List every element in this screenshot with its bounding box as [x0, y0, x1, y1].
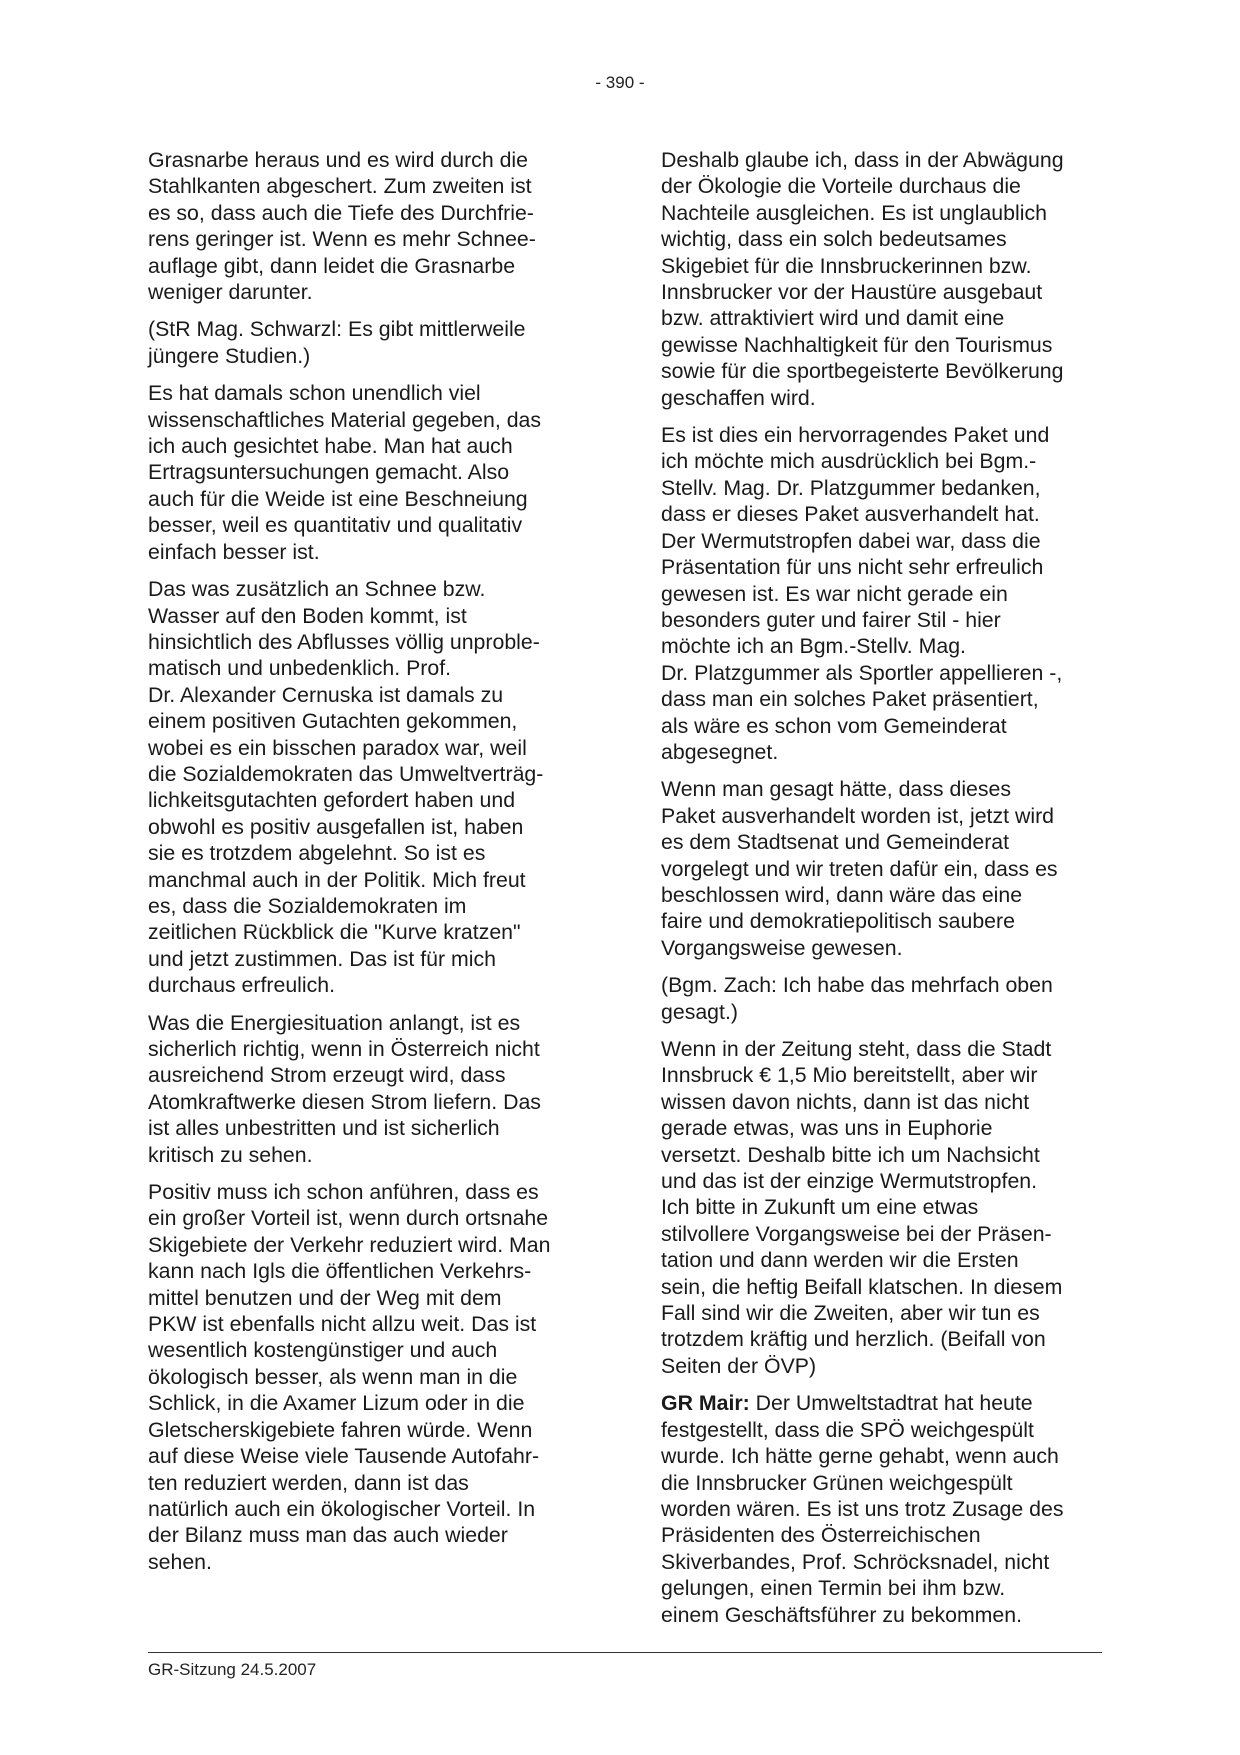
text-line: Atomkraftwerke diesen Strom liefern. Das	[148, 1089, 541, 1114]
text-line: wissen davon nichts, dann ist das nicht	[661, 1089, 1030, 1114]
text-line: Das was zusätzlich an Schnee bzw.	[148, 577, 486, 602]
speaker-name: GR Mair:	[661, 1391, 750, 1416]
page-number: - 390 -	[595, 73, 645, 92]
text-line: wurde. Ich hätte gerne gehabt, wenn auch	[661, 1444, 1059, 1469]
text-line: Skigebiet für die Innsbruckerinnen bzw.	[661, 253, 1032, 278]
text-line: ist alles unbestritten und ist sicherlich	[148, 1116, 500, 1141]
text-line: stilvollere Vorgangsweise bei der Präsen-	[661, 1221, 1052, 1246]
text-line: und das ist der einzige Wermutstropfen.	[661, 1169, 1038, 1194]
text-line: Innsbruck € 1,5 Mio bereitstellt, aber wir	[661, 1063, 1038, 1088]
text-line: ökologisch besser, als wenn man in die	[148, 1364, 518, 1389]
text-line: wissenschaftliches Material gegeben, das	[148, 407, 542, 432]
text-line: versetzt. Deshalb bitte ich um Nachsicht	[661, 1142, 1040, 1167]
text-line: Positiv muss ich schon anführen, dass es	[148, 1180, 539, 1205]
text-line: gerade etwas, was uns in Euphorie	[661, 1116, 993, 1141]
text-line: auf diese Weise viele Tausende Autofahr-	[148, 1444, 540, 1469]
text-line: vorgelegt und wir treten dafür ein, dass es	[661, 856, 1058, 881]
text-line: gelungen, einen Termin bei ihm bzw.	[661, 1576, 1006, 1601]
text-line: einem Geschäftsführer zu bekommen.	[661, 1602, 1023, 1627]
text-line: wobei es ein bisschen paradox war, weil	[148, 735, 527, 760]
text-line: gewesen ist. Es war nicht gerade ein	[661, 581, 1008, 606]
text-line: Schlick, in die Axamer Lizum oder in die	[148, 1391, 525, 1416]
text-line: faire und demokratiepolitisch saubere	[661, 909, 1015, 934]
text-line: zeitlichen Rückblick die "Kurve kratzen"	[148, 920, 521, 945]
right-column	[661, 147, 1101, 1639]
text-line: Was die Energiesituation anlangt, ist es	[148, 1010, 521, 1035]
text-line: ich möchte mich ausdrücklich bei Bgm.-	[661, 449, 1037, 474]
text-line: natürlich auch ein ökologischer Vorteil. In	[148, 1496, 536, 1521]
text-line: manchmal auch in der Politik. Mich freut	[148, 867, 526, 892]
text-line: bzw. attraktiviert wird und damit eine	[661, 306, 1005, 331]
text-line: Ertragsuntersuchungen gemacht. Also	[148, 460, 510, 485]
text-line: geschaffen wird.	[661, 385, 816, 410]
text-line: ein großer Vorteil ist, wenn durch ortsnahe	[148, 1206, 549, 1231]
speech-text: Der Umweltstadtrat hat heute	[749, 1391, 1033, 1416]
text-line: (Bgm. Zach: Ich habe das mehrfach oben	[661, 973, 1053, 998]
text-line: als wäre es schon vom Gemeinderat	[661, 713, 1007, 738]
paragraph	[661, 776, 1101, 961]
text-line: Der Wermutstropfen dabei war, dass die	[661, 528, 1041, 553]
text-line: beschlossen wird, dann wäre das eine	[661, 882, 1023, 907]
interjection	[661, 972, 1101, 1025]
text-line: tation und dann werden wir die Ersten	[661, 1248, 1019, 1273]
text-line: lichkeitsgutachten gefordert haben und	[148, 788, 516, 813]
text-line: festgestellt, dass die SPÖ weichgespült	[661, 1417, 1034, 1442]
footer-divider	[148, 1652, 1102, 1653]
speech-paragraph	[661, 1390, 1101, 1628]
paragraph	[148, 1010, 588, 1168]
text-line: rens geringer ist. Wenn es mehr Schnee-	[148, 227, 536, 252]
text-line: die Innsbrucker Grünen weichgespült	[661, 1470, 1013, 1495]
text-line: ich auch gesichtet habe. Man hat auch	[148, 434, 513, 459]
paragraph	[661, 147, 1101, 411]
text-line: dass man ein solches Paket präsentiert,	[661, 687, 1039, 712]
text-line: Wenn man gesagt hätte, dass dieses	[661, 777, 1012, 802]
paragraph	[148, 576, 588, 999]
text-line: ausreichend Strom erzeugt wird, dass	[148, 1063, 506, 1088]
text-line: worden wären. Es ist uns trotz Zusage des	[661, 1496, 1064, 1521]
text-line: abgesegnet.	[661, 739, 779, 764]
text-line: gewisse Nachhaltigkeit für den Tourismus	[661, 332, 1053, 357]
text-line: Seiten der ÖVP)	[661, 1353, 817, 1378]
text-line: es dem Stadtsenat und Gemeinderat	[661, 830, 1010, 855]
text-line: wichtig, dass ein solch bedeutsames	[661, 227, 1007, 252]
text-line: trotzdem kräftig und herzlich. (Beifall von	[661, 1327, 1046, 1352]
paragraph	[148, 147, 588, 305]
text-line: Gletscherskigebiete fahren würde. Wenn	[148, 1417, 533, 1442]
text-line: sehen.	[148, 1549, 212, 1574]
text-line: es so, dass auch die Tiefe des Durchfrie-	[148, 200, 534, 225]
paragraph	[661, 422, 1101, 765]
text-line: Stellv. Mag. Dr. Platzgummer bedanken,	[661, 475, 1041, 500]
text-line: gesagt.)	[661, 999, 738, 1024]
text-line: möchte ich an Bgm.-Stellv. Mag.	[661, 634, 966, 659]
text-line: Innsbrucker vor der Haustüre ausgebaut	[661, 280, 1043, 305]
text-line: matisch und unbedenklich. Prof.	[148, 656, 452, 681]
text-line: sicherlich richtig, wenn in Österreich nicht	[148, 1037, 540, 1061]
text-line: dass er dieses Paket ausverhandelt hat.	[661, 502, 1040, 527]
text-line: (StR Mag. Schwarzl: Es gibt mittlerweile	[148, 317, 526, 342]
text-line: sie es trotzdem abgelehnt. So ist es	[148, 841, 486, 866]
text-line: PKW ist ebenfalls nicht allzu weit. Das ist	[148, 1312, 537, 1337]
text-line: hinsichtlich des Abflusses völlig unproble-	[148, 629, 540, 654]
text-line: Skigebiete der Verkehr reduziert wird. Man	[148, 1232, 551, 1257]
text-line: durchaus erfreulich.	[148, 973, 336, 998]
text-line: Es ist dies ein hervorragendes Paket und	[661, 423, 1050, 448]
text-line: Dr. Platzgummer als Sportler appellieren -,	[661, 660, 1063, 685]
text-line: Skiverbandes, Prof. Schröcksnadel, nicht	[661, 1549, 1050, 1574]
text-line: Grasnarbe heraus und es wird durch die	[148, 148, 529, 172]
text-line: Präsidenten des Österreichischen	[661, 1523, 981, 1548]
text-line: mittel benutzen und der Weg mit dem	[148, 1285, 502, 1310]
text-line: sowie für die sportbegeisterte Bevölkerung	[661, 359, 1064, 384]
text-line: Fall sind wir die Zweiten, aber wir tun es	[661, 1301, 1040, 1326]
text-line: der Bilanz muss man das auch wieder	[148, 1523, 508, 1548]
text-line: der Ökologie die Vorteile durchaus die	[661, 174, 1021, 199]
text-line: Deshalb glaube ich, dass in der Abwägung	[661, 148, 1064, 172]
text-line: kritisch zu sehen.	[148, 1142, 313, 1167]
text-line: Wasser auf den Boden kommt, ist	[148, 603, 467, 628]
text-line: Nachteile ausgleichen. Es ist unglaublich	[661, 200, 1047, 225]
text-line: Es hat damals schon unendlich viel	[148, 381, 481, 406]
text-line: besonders guter und fairer Stil - hier	[661, 607, 1001, 632]
interjection	[148, 316, 588, 369]
text-line: besser, weil es quantitativ und qualitativ	[148, 513, 523, 538]
text-line: jüngere Studien.)	[148, 343, 311, 368]
text-line	[661, 1390, 1101, 1416]
footer-session-date: GR-Sitzung 24.5.2007	[148, 1660, 317, 1679]
text-line: auch für die Weide ist eine Beschneiung	[148, 486, 528, 511]
text-line: die Sozialdemokraten das Umweltverträg-	[148, 761, 544, 786]
text-line: es, dass die Sozialdemokraten im	[148, 893, 467, 918]
text-line: ten reduziert werden, dann ist das	[148, 1470, 469, 1495]
text-line: Wenn in der Zeitung steht, dass die Stadt	[661, 1037, 1052, 1061]
text-line: obwohl es positiv ausgefallen ist, haben	[148, 814, 524, 839]
text-line: Stahlkanten abgeschert. Zum zweiten ist	[148, 174, 532, 199]
text-line: einem positiven Gutachten gekommen,	[148, 709, 518, 734]
text-line: wesentlich kostengünstiger und auch	[148, 1338, 498, 1363]
paragraph	[148, 380, 588, 565]
paragraph	[661, 1036, 1101, 1379]
left-column	[148, 147, 588, 1586]
text-line: einfach besser ist.	[148, 539, 320, 564]
text-line: auflage gibt, dann leidet die Grasnarbe	[148, 253, 516, 278]
text-line: Dr. Alexander Cernuska ist damals zu	[148, 682, 504, 707]
text-line: weniger darunter.	[148, 280, 313, 305]
text-line: Präsentation für uns nicht sehr erfreulich	[661, 555, 1044, 580]
text-line: Ich bitte in Zukunft um eine etwas	[661, 1195, 979, 1220]
text-line: Paket ausverhandelt worden ist, jetzt wird	[661, 803, 1055, 828]
text-line: sein, die heftig Beifall klatschen. In diesem	[661, 1274, 1063, 1299]
text-line: und jetzt zustimmen. Das ist für mich	[148, 946, 496, 971]
text-line: Vorgangsweise gewesen.	[661, 935, 903, 960]
paragraph	[148, 1179, 588, 1575]
text-line: kann nach Igls die öffentlichen Verkehrs-	[148, 1259, 532, 1284]
